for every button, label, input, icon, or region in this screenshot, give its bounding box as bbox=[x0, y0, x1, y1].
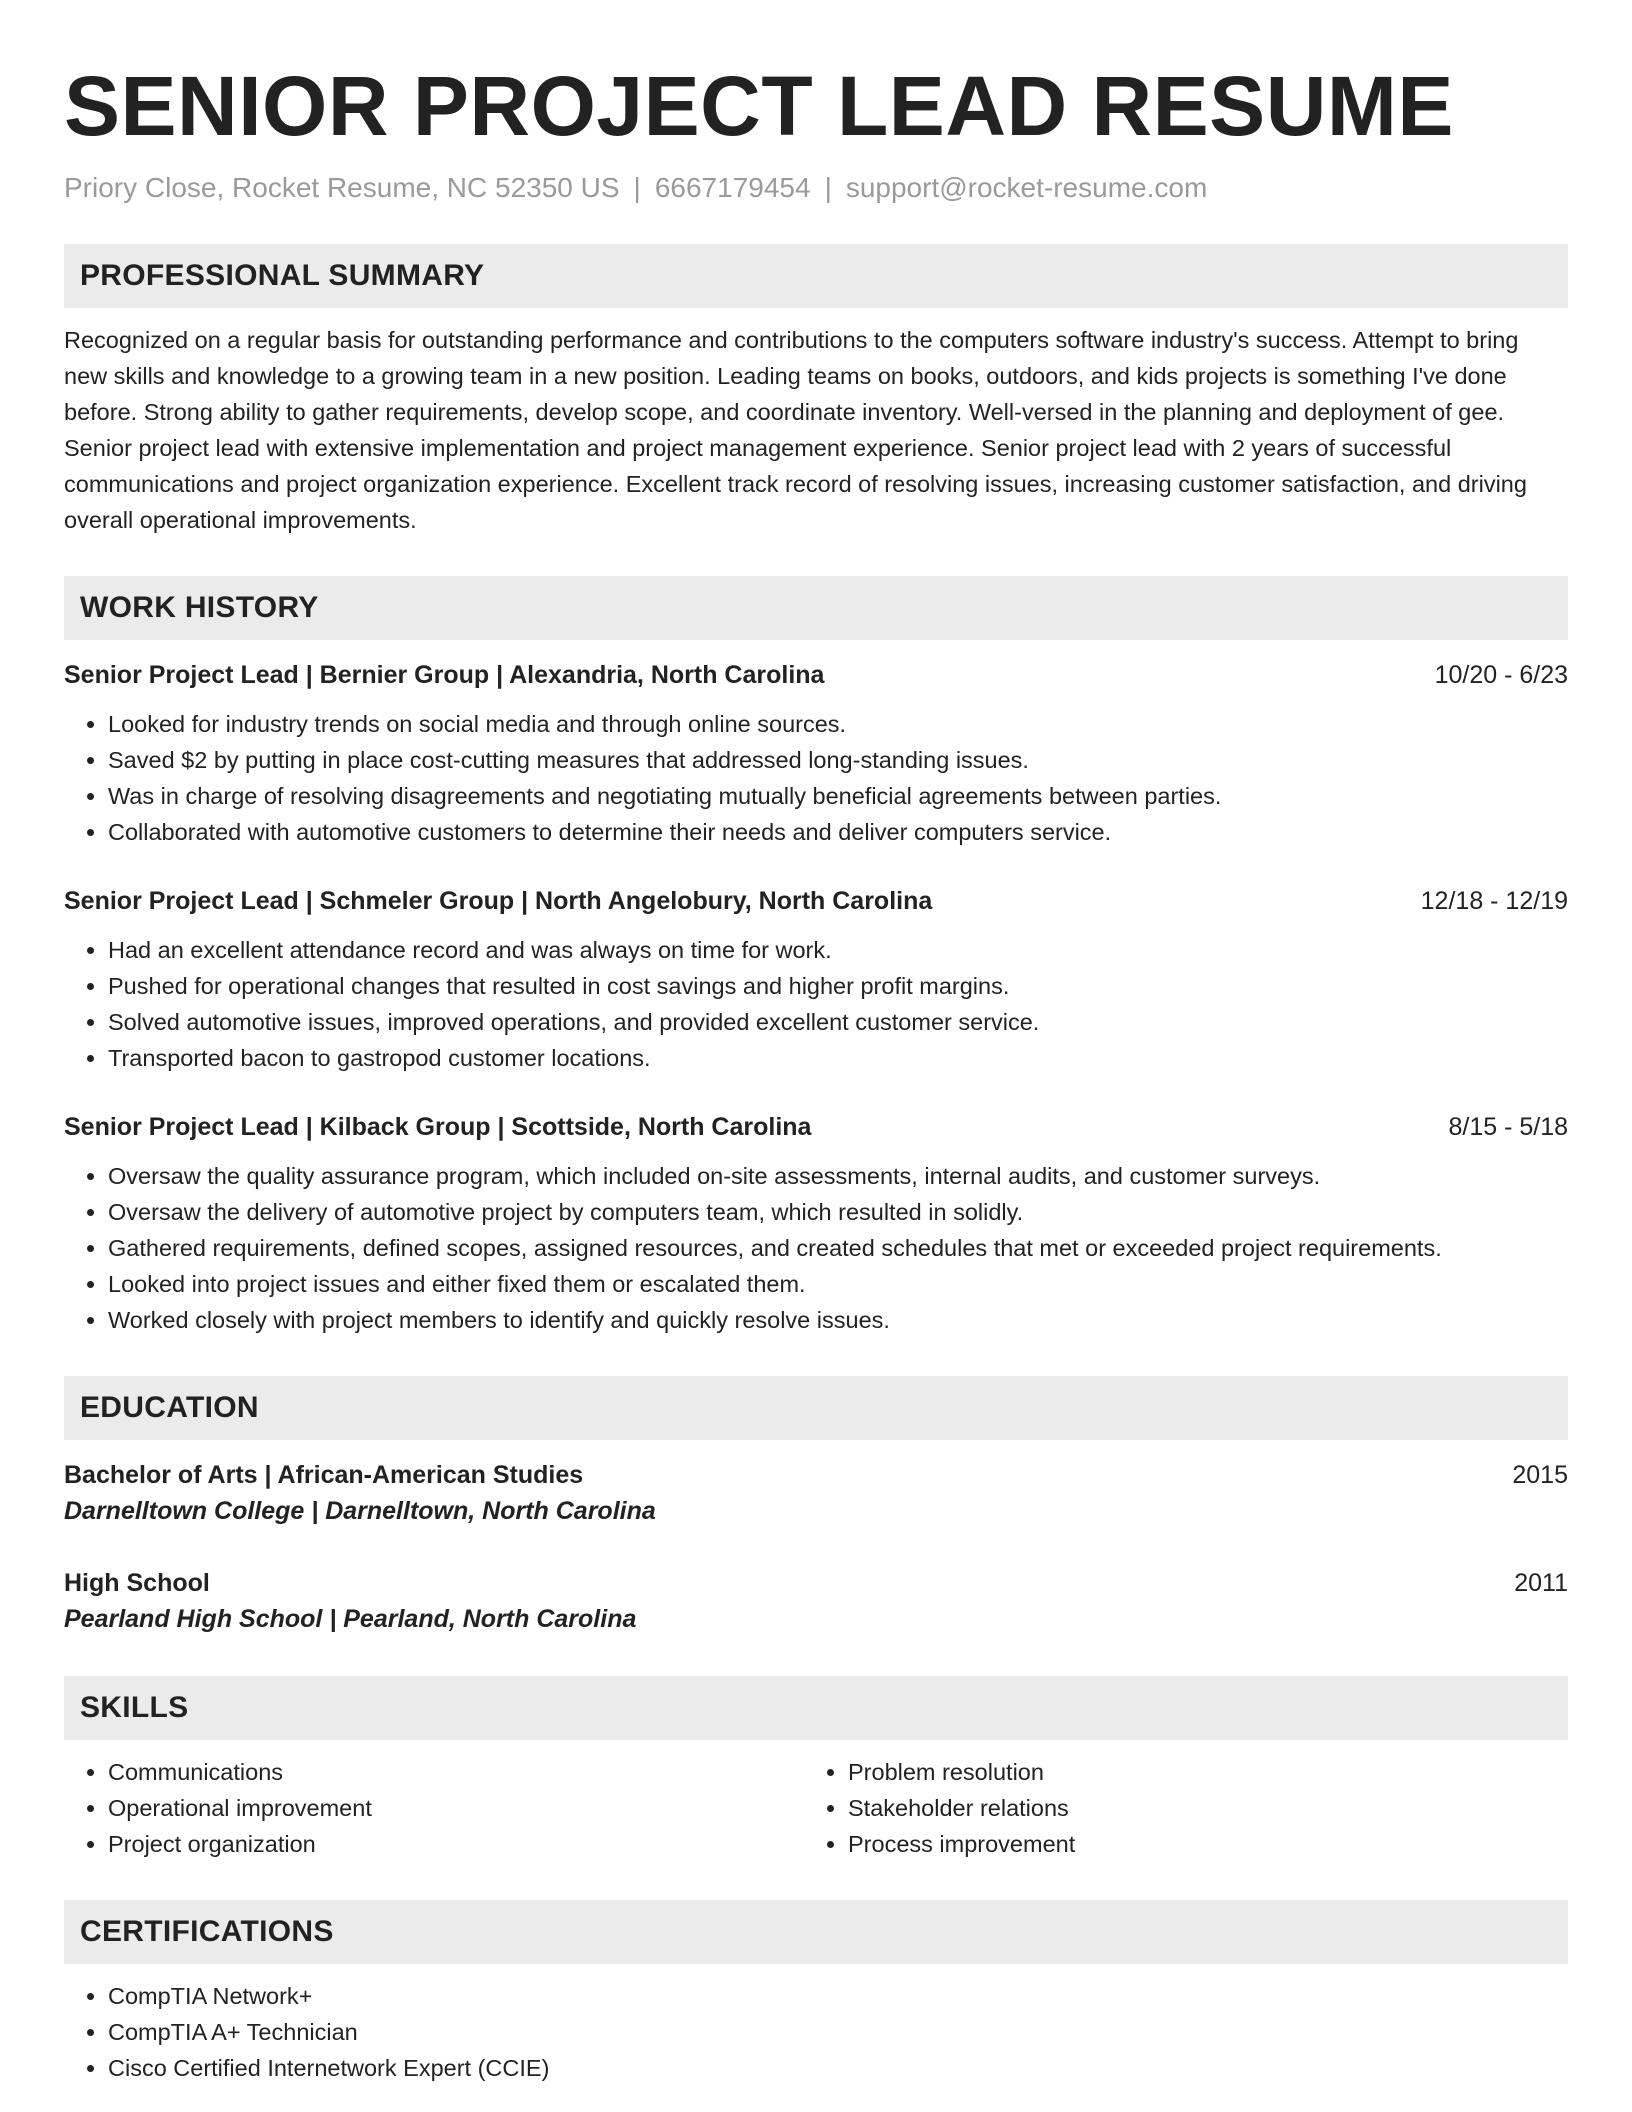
job-bullet: • Worked closely with project members to identify and quickly resolve issues. bbox=[108, 1302, 1568, 1338]
education-entry bbox=[64, 1458, 1568, 1530]
work-history-heading: WORK HISTORY bbox=[64, 576, 1568, 640]
skill-item: • Communications bbox=[108, 1754, 804, 1790]
summary-heading: PROFESSIONAL SUMMARY bbox=[64, 244, 1568, 308]
job-bullet: • Transported bacon to gastropod customer locations. bbox=[108, 1040, 1568, 1076]
contact-address: Priory Close, Rocket Resume, NC 52350 US bbox=[64, 172, 620, 203]
job-title: Senior Project Lead | Kilback Group | Scottside, North Carolina bbox=[64, 1113, 812, 1141]
job-bullets bbox=[64, 706, 1568, 850]
job-bullet: • Oversaw the quality assurance program, which included on-site assessments, internal audits, and customer surveys. bbox=[108, 1158, 1568, 1194]
job-bullet: • Looked into project issues and either fixed them or escalated them. bbox=[108, 1266, 1568, 1302]
job-bullet: • Looked for industry trends on social media and through online sources. bbox=[108, 706, 1568, 742]
job-bullets bbox=[64, 932, 1568, 1076]
contact-separator: | bbox=[824, 172, 832, 203]
certification-item: • CompTIA Network+ bbox=[108, 1978, 1568, 2014]
job-dates: 12/18 - 12/19 bbox=[1420, 887, 1568, 915]
job-title: Senior Project Lead | Bernier Group | Alexandria, North Carolina bbox=[64, 661, 825, 689]
job-bullet: • Had an excellent attendance record and was always on time for work. bbox=[108, 932, 1568, 968]
job-bullet: • Solved automotive issues, improved operations, and provided excellent customer service. bbox=[108, 1004, 1568, 1040]
skill-item: • Project organization bbox=[108, 1826, 804, 1862]
education-year: 2015 bbox=[1512, 1461, 1568, 1489]
skills-list bbox=[64, 1754, 1568, 1862]
skills-column-right bbox=[804, 1754, 1544, 1862]
skill-item: • Process improvement bbox=[848, 1826, 1544, 1862]
job-bullet: • Was in charge of resolving disagreements and negotiating mutually beneficial agreements between parties. bbox=[108, 778, 1568, 814]
contact-email: support@rocket-resume.com bbox=[845, 172, 1208, 203]
education-school: Darnelltown College | Darnelltown, North Carolina bbox=[64, 1497, 656, 1525]
certifications-heading: CERTIFICATIONS bbox=[64, 1900, 1568, 1964]
job-bullets bbox=[64, 1158, 1568, 1338]
job-title: Senior Project Lead | Schmeler Group | North Angelobury, North Carolina bbox=[64, 887, 933, 915]
job-entry bbox=[64, 884, 1568, 1076]
skills-column-left bbox=[64, 1754, 804, 1862]
certification-item: • Cisco Certified Internetwork Expert (CCIE) bbox=[108, 2050, 1568, 2086]
certifications-list bbox=[64, 1978, 1568, 2086]
page-title: SENIOR PROJECT LEAD RESUME bbox=[64, 59, 1454, 153]
job-entry bbox=[64, 1110, 1568, 1338]
skill-item: • Stakeholder relations bbox=[848, 1790, 1544, 1826]
education-school: Pearland High School | Pearland, North Carolina bbox=[64, 1605, 637, 1633]
skill-item: • Operational improvement bbox=[108, 1790, 804, 1826]
job-bullet: • Oversaw the delivery of automotive project by computers team, which resulted in solidly. bbox=[108, 1194, 1568, 1230]
education-heading: EDUCATION bbox=[64, 1376, 1568, 1440]
summary-text: Recognized on a regular basis for outstanding performance and contributions to the computers software industry's success. Attempt to bring new skills and knowledge to a growing team in a new position. Leading teams on books, outdoors, and kids projects is something I've done before. Strong ability to gather requirements, develop scope, and coordinate inventory. Well-versed in the planning and deployment of gee. Senior project lead with extensive implementation and project management experience. Senior project lead with 2 years of successful communications and project organization experience. Excellent track record of resolving issues, increasing customer satisfaction, and driving overall operational improvements. bbox=[64, 327, 1527, 533]
job-bullet: • Pushed for operational changes that resulted in cost savings and higher profit margins. bbox=[108, 968, 1568, 1004]
contact-phone: 6667179454 bbox=[654, 172, 811, 203]
skill-item: • Problem resolution bbox=[848, 1754, 1544, 1790]
job-bullet: • Gathered requirements, defined scopes, assigned resources, and created schedules that met or exceeded project requirements. bbox=[108, 1230, 1568, 1266]
education-degree: Bachelor of Arts | African-American Studies bbox=[64, 1461, 584, 1489]
job-dates: 10/20 - 6/23 bbox=[1434, 661, 1568, 689]
certification-item: • CompTIA A+ Technician bbox=[108, 2014, 1568, 2050]
contact-separator: | bbox=[633, 172, 641, 203]
skills-heading: SKILLS bbox=[64, 1676, 1568, 1740]
job-entry bbox=[64, 658, 1568, 850]
job-bullet: • Collaborated with automotive customers to determine their needs and deliver computers service. bbox=[108, 814, 1568, 850]
education-year: 2011 bbox=[1514, 1569, 1568, 1597]
education-degree: High School bbox=[64, 1569, 210, 1597]
job-bullet: • Saved $2 by putting in place cost-cutting measures that addressed long-standing issues. bbox=[108, 742, 1568, 778]
job-dates: 8/15 - 5/18 bbox=[1448, 1113, 1568, 1141]
contact-line bbox=[64, 170, 1568, 206]
education-entry bbox=[64, 1566, 1568, 1638]
